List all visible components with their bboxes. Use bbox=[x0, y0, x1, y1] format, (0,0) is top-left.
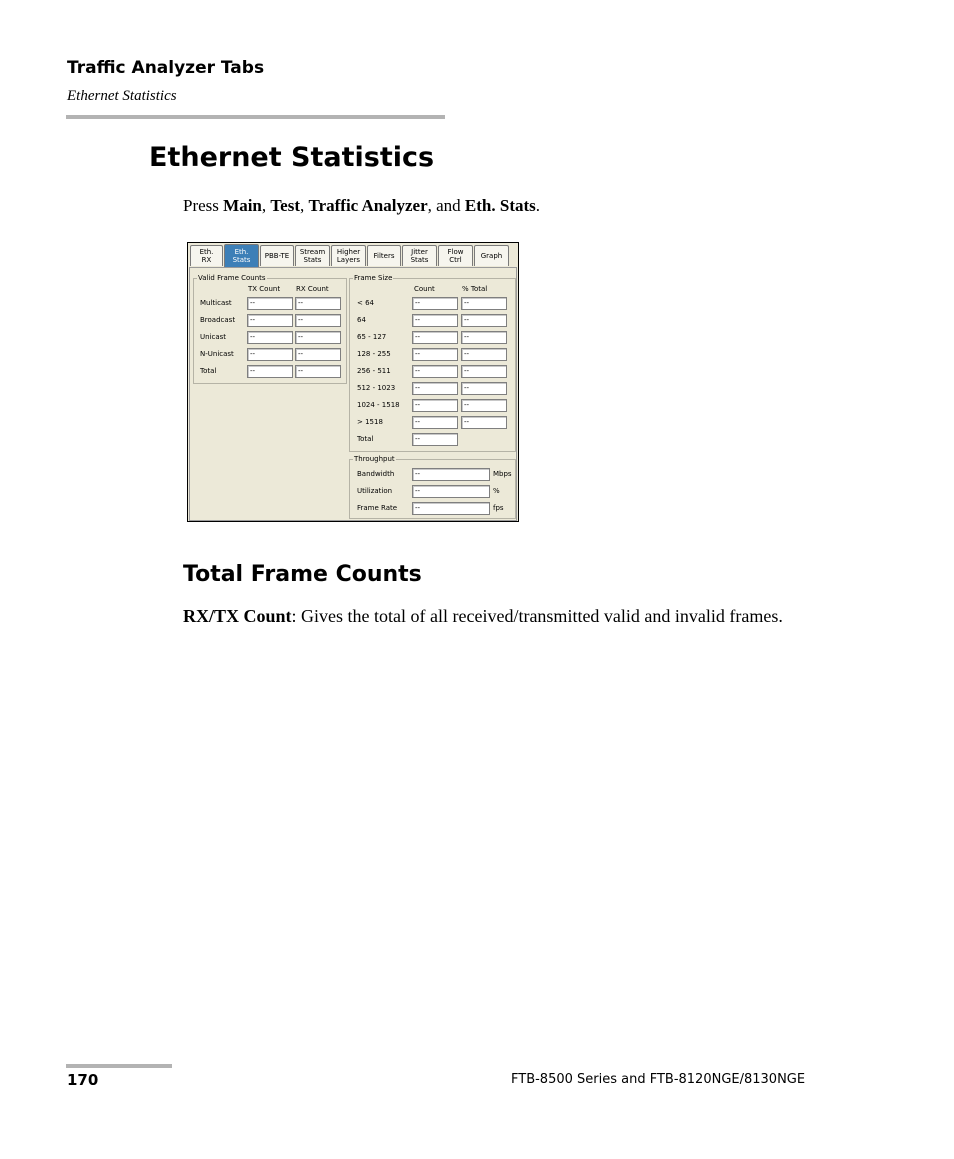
size-65-127-pct-field: -- bbox=[461, 331, 507, 344]
rx-count-header: RX Count bbox=[296, 285, 329, 293]
total-rx-field: -- bbox=[295, 365, 341, 378]
tab-flow-ctrl[interactable]: Flow Ctrl bbox=[438, 245, 473, 266]
size-lt64-count-field: -- bbox=[412, 297, 458, 310]
frame-size-total-field: -- bbox=[412, 433, 458, 446]
running-header-subtitle: Ethernet Statistics bbox=[67, 88, 177, 104]
size-65-127-count-field: -- bbox=[412, 331, 458, 344]
menu-traffic-analyzer: Traffic Analyzer bbox=[308, 196, 428, 215]
menu-test: Test bbox=[270, 196, 300, 215]
tab-eth-stats[interactable]: Eth. Stats bbox=[224, 244, 259, 267]
tab-graph[interactable]: Graph bbox=[474, 245, 509, 266]
menu-main: Main bbox=[223, 196, 262, 215]
utilization-label: Utilization bbox=[357, 487, 393, 495]
size-65-127-label: 65 - 127 bbox=[357, 333, 387, 341]
tab-panel bbox=[189, 267, 517, 521]
n-unicast-tx-field: -- bbox=[247, 348, 293, 361]
frame-rate-field: -- bbox=[412, 502, 490, 515]
valid-frame-counts-title: Valid Frame Counts bbox=[198, 274, 266, 282]
subsection-heading: Total Frame Counts bbox=[183, 562, 422, 587]
size-lt64-label: < 64 bbox=[357, 299, 374, 307]
section-heading: Ethernet Statistics bbox=[149, 142, 435, 173]
frame-rate-unit: fps bbox=[493, 504, 504, 512]
frame-rate-label: Frame Rate bbox=[357, 504, 398, 512]
bandwidth-unit: Mbps bbox=[493, 470, 512, 478]
tab-higher-layers[interactable]: Higher Layers bbox=[331, 245, 366, 266]
size-256-511-label: 256 - 511 bbox=[357, 367, 391, 375]
total-tx-field: -- bbox=[247, 365, 293, 378]
size-256-511-count-field: -- bbox=[412, 365, 458, 378]
size-gt1518-label: > 1518 bbox=[357, 418, 383, 426]
multicast-tx-field: -- bbox=[247, 297, 293, 310]
tx-count-header: TX Count bbox=[248, 285, 281, 293]
size-64-pct-field: -- bbox=[461, 314, 507, 327]
tab-stream-stats[interactable]: Stream Stats bbox=[295, 245, 330, 266]
size-gt1518-count-field: -- bbox=[412, 416, 458, 429]
broadcast-rx-field: -- bbox=[295, 314, 341, 327]
rx-tx-count-description: RX/TX Count: Gives the total of all received/transmitted valid and invalid frames. bbox=[183, 606, 783, 626]
instruction-text: Press Main, Test, Traffic Analyzer, and Eth. Stats. bbox=[183, 196, 541, 215]
throughput-group bbox=[349, 455, 516, 519]
bandwidth-label: Bandwidth bbox=[357, 470, 395, 478]
n-unicast-label: N-Unicast bbox=[200, 350, 234, 358]
rx-tx-count-term: RX/TX Count bbox=[183, 606, 292, 626]
multicast-label: Multicast bbox=[200, 299, 232, 307]
eth-stats-screenshot bbox=[187, 242, 519, 522]
valid-frame-counts-group bbox=[193, 274, 347, 384]
bandwidth-field: -- bbox=[412, 468, 490, 481]
frame-size-total-label: Total bbox=[357, 435, 374, 443]
size-1024-1518-count-field: -- bbox=[412, 399, 458, 412]
tab-jitter-stats[interactable]: Jitter Stats bbox=[402, 245, 437, 266]
frame-size-title: Frame Size bbox=[354, 274, 393, 282]
size-128-255-label: 128 - 255 bbox=[357, 350, 391, 358]
header-rule bbox=[66, 115, 445, 119]
tab-bar bbox=[188, 243, 518, 267]
count-header: Count bbox=[414, 285, 435, 293]
unicast-rx-field: -- bbox=[295, 331, 341, 344]
total-label: Total bbox=[200, 367, 217, 375]
size-1024-1518-label: 1024 - 1518 bbox=[357, 401, 400, 409]
menu-eth-stats: Eth. Stats bbox=[464, 196, 536, 215]
size-512-1023-count-field: -- bbox=[412, 382, 458, 395]
utilization-unit: % bbox=[493, 487, 500, 495]
size-1024-1518-pct-field: -- bbox=[461, 399, 507, 412]
size-64-count-field: -- bbox=[412, 314, 458, 327]
pct-total-header: % Total bbox=[462, 285, 488, 293]
size-128-255-count-field: -- bbox=[412, 348, 458, 361]
broadcast-tx-field: -- bbox=[247, 314, 293, 327]
throughput-title: Throughput bbox=[354, 455, 395, 463]
size-512-1023-pct-field: -- bbox=[461, 382, 507, 395]
unicast-label: Unicast bbox=[200, 333, 227, 341]
multicast-rx-field: -- bbox=[295, 297, 341, 310]
size-lt64-pct-field: -- bbox=[461, 297, 507, 310]
tab-filters[interactable]: Filters bbox=[367, 245, 401, 266]
size-64-label: 64 bbox=[357, 316, 366, 324]
page-number: 170 bbox=[67, 1071, 99, 1089]
utilization-field: -- bbox=[412, 485, 490, 498]
size-256-511-pct-field: -- bbox=[461, 365, 507, 378]
tab-eth-rx[interactable]: Eth. RX bbox=[190, 245, 223, 266]
footer-rule bbox=[66, 1064, 172, 1068]
frame-size-group bbox=[349, 274, 516, 452]
document-title: FTB-8500 Series and FTB-8120NGE/8130NGE bbox=[511, 1072, 806, 1087]
size-gt1518-pct-field: -- bbox=[461, 416, 507, 429]
tab-pbb-te[interactable]: PBB-TE bbox=[260, 245, 294, 266]
n-unicast-rx-field: -- bbox=[295, 348, 341, 361]
running-header-title: Traffic Analyzer Tabs bbox=[67, 58, 265, 78]
size-512-1023-label: 512 - 1023 bbox=[357, 384, 396, 392]
size-128-255-pct-field: -- bbox=[461, 348, 507, 361]
unicast-tx-field: -- bbox=[247, 331, 293, 344]
broadcast-label: Broadcast bbox=[200, 316, 236, 324]
